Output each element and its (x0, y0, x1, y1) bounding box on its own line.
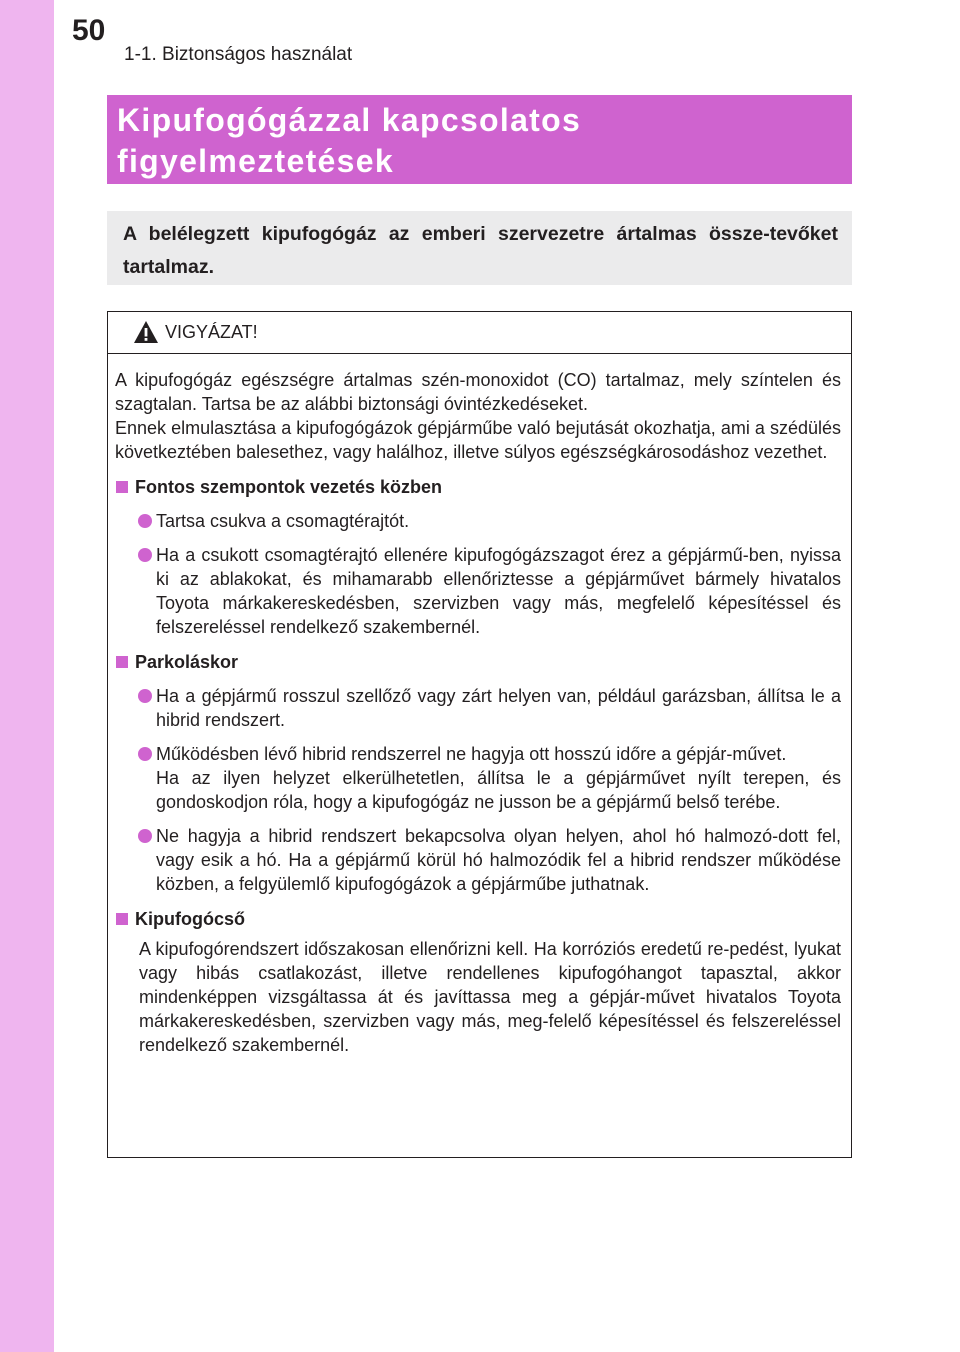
list-item (115, 543, 841, 639)
list-item (115, 824, 841, 896)
side-color-strip (0, 0, 54, 1352)
list-item-text: Ha a csukott csomagtérajtó ellenére kipufogógázszagot érez a gépjármű-ben, nyissa ki az ablakokat, és mihamarabb ellenőriztesse a gépjárművet bármely hivatalos Toyota márkakereskedésben, szervizben vagy más, megfelelő képesítéssel és felszereléssel rendelkező szakembernél. (156, 545, 841, 637)
warning-header (108, 312, 851, 354)
summary-box: A belélegzett kipufogógáz az emberi szervezetre ártalmas össze-tevőket tartalmaz. (107, 211, 852, 285)
warning-triangle-icon (133, 320, 159, 344)
section-label: 1-1. Biztonságos használat (124, 44, 353, 65)
heading-parking (115, 650, 841, 674)
circle-bullet-icon (138, 747, 152, 761)
section-title-box (107, 95, 852, 184)
list-item-text: Tartsa csukva a csomagtérajtót. (156, 511, 410, 531)
list-item-extra-text: Ha az ilyen helyzet elkerülhetetlen, állítsa le a gépjárművet nyílt terepen, és gondoskodjon róla, hogy a kipufogógáz ne jusson be a gépjármű belső terébe. (156, 768, 841, 812)
square-bullet-icon (116, 481, 128, 493)
warning-body (108, 354, 851, 1057)
warning-label: VIGYÁZAT! (165, 322, 258, 342)
warning-intro-1: A kipufogógáz egészségre ártalmas szén-monoxidot (CO) tartalmaz, mely színtelen és szagtalan. Tartsa be az alábbi biztonsági óvintézkedéseket. (115, 370, 841, 414)
list-item-text: Ha a gépjármű rosszul szellőző vagy zárt helyen van, például garázsban, állítsa le a hibrid rendszert. (156, 686, 841, 730)
circle-bullet-icon (138, 514, 152, 528)
list-item (115, 509, 841, 533)
circle-bullet-icon (138, 829, 152, 843)
list-item-text: Működésben lévő hibrid rendszerrel ne hagyja ott hosszú időre a gépjár-művet. (156, 744, 787, 764)
list-item (115, 742, 841, 814)
list-item (115, 684, 841, 732)
circle-bullet-icon (138, 689, 152, 703)
heading-parking-label: Parkoláskor (135, 652, 239, 672)
heading-exhaust-pipe (115, 907, 841, 931)
exhaust-pipe-text: A kipufogórendszert időszakosan ellenőrizni kell. Ha korróziós eredetű re-pedést, lyukat vagy hibás csatlakozást, illetve rendellenes kipufogóhangot tapasztal, akkor mindenképpen vizsgáltassa át és javíttassa meg a gépjár-művet hivatalos Toyota márkakereskedésben, szervizben vagy más, meg-felelő képesítéssel és felszereléssel rendelkező szakembernél. (139, 939, 841, 1055)
square-bullet-icon (116, 913, 128, 925)
square-bullet-icon (116, 656, 128, 668)
warning-box (107, 311, 852, 1158)
warning-intro-2: Ennek elmulasztása a kipufogógázok gépjárműbe való bejutását okozhatja, ami a szédülés következtében balesethez, vagy halálhoz, illetve súlyos egészségkárosodáshoz vezethet. (115, 418, 841, 462)
list-item-text: Ne hagyja a hibrid rendszert bekapcsolva olyan helyen, ahol hó halmozó-dott fel, vagy esik a hó. Ha a gépjármű körül hó halmozódik fel a hibrid rendszer működése közben, a felgyülemlő kipufogógázok a gépjárműbe juthatnak. (156, 826, 841, 894)
page-number: 50 (72, 14, 106, 47)
heading-driving-label: Fontos szempontok vezetés közben (135, 477, 443, 497)
section-title-line1: Kipufogógázzal kapcsolatos (117, 102, 582, 138)
heading-exhaust-pipe-label: Kipufogócső (135, 909, 245, 929)
section-title-line2: figyelmeztetések (117, 143, 394, 179)
circle-bullet-icon (138, 548, 152, 562)
heading-driving (115, 475, 841, 499)
